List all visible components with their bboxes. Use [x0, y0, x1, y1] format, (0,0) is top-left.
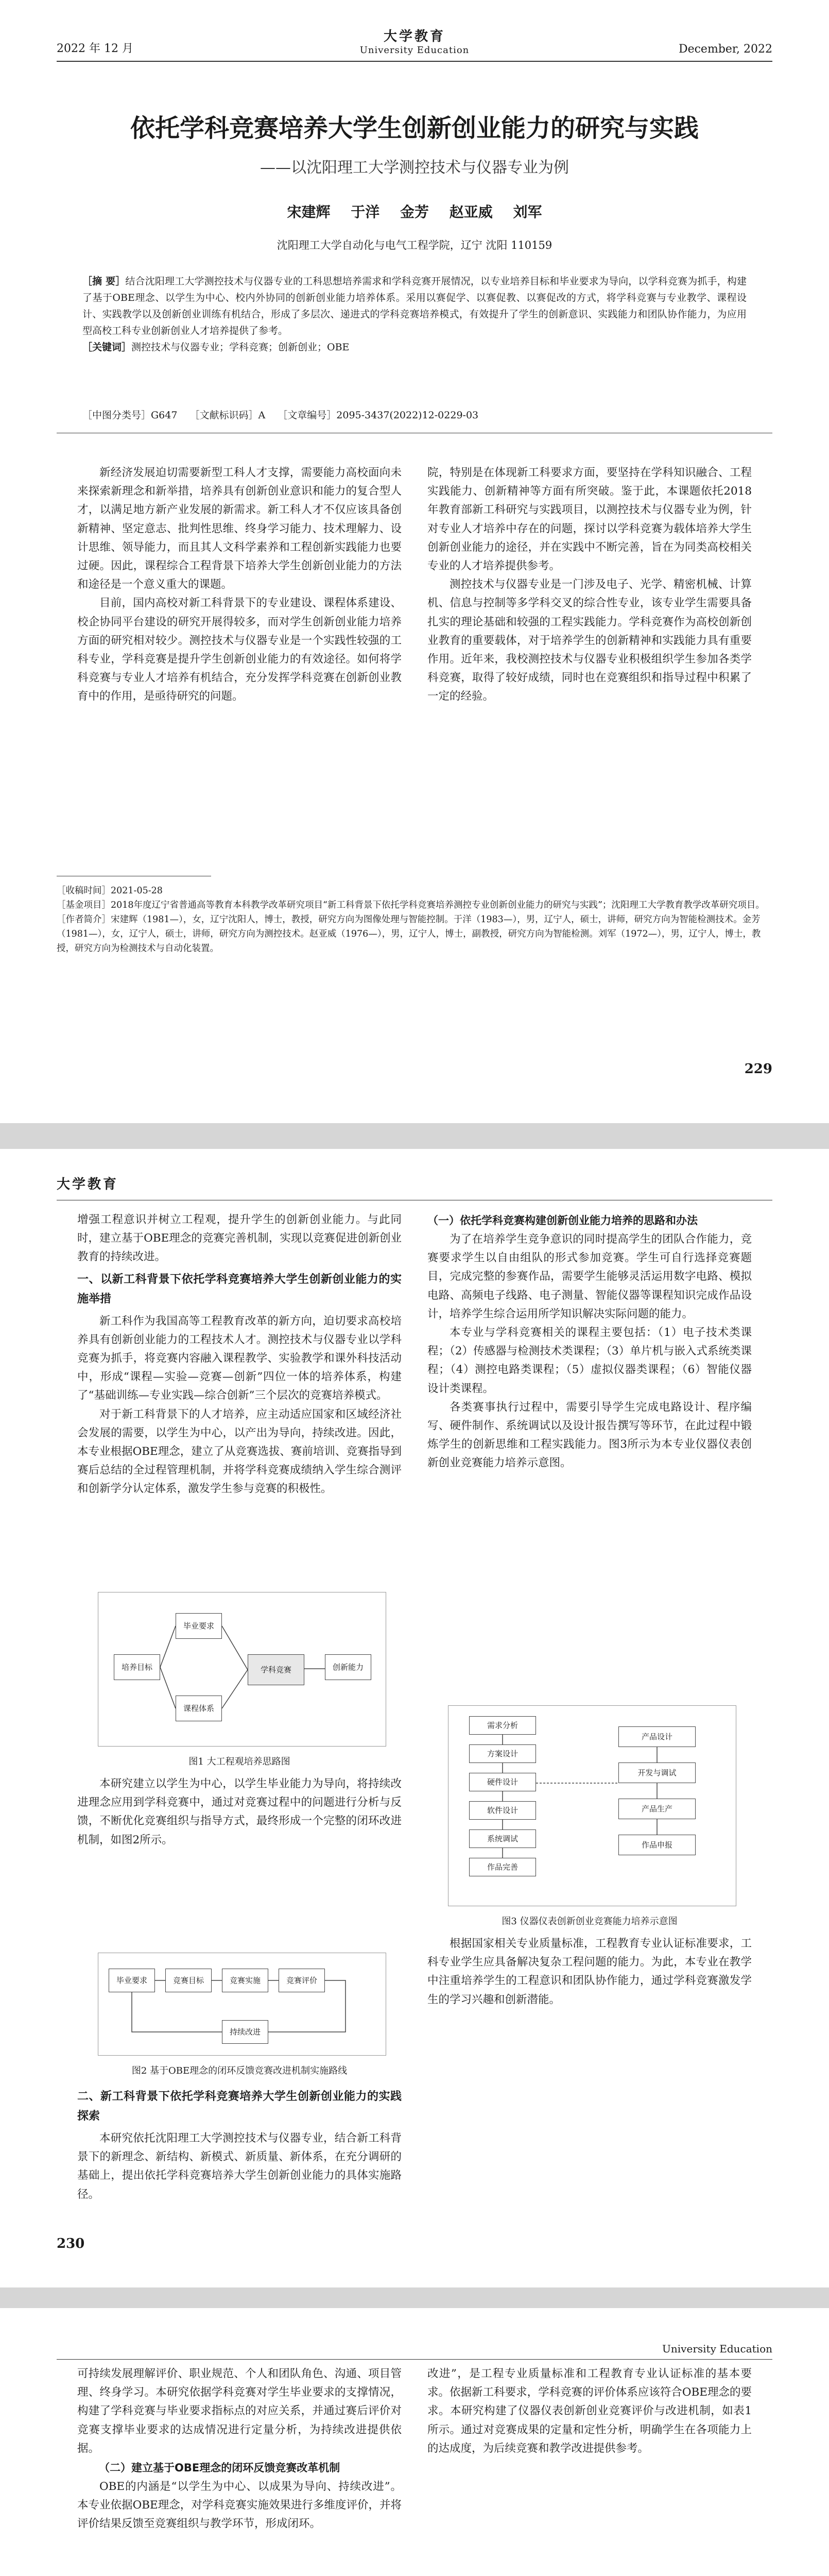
- paragraph: 根据国家相关专业质量标准，工程教育专业认证标准要求，工科专业学生应具备解决复杂工程问题的能力。为此，本专业在教学中注重培养学生的工程意识和团队协作能力，通过学科竞赛激发学生的学习兴趣和创新潜能。: [427, 1937, 752, 2006]
- page-number: 229: [744, 1061, 772, 1077]
- article-number: ［文章编号］2095-3437(2022)12-0229-03: [278, 410, 479, 421]
- section-heading: 二、新工科背景下依托学科竞赛培养大学生创新创业能力的实践探索: [77, 2090, 402, 2123]
- column-left: [77, 1211, 402, 1499]
- paragraph: 可持续发展理解评价、职业规范、个人和团队角色、沟通、项目管理、终身学习。本研究依据学科竞赛对学生毕业要求的支撑情况，构建了学科竞赛与毕业要求指标点的对应关系，并通过赛后评价对竞赛支撑毕业要求的达成情况进行定量分析，为持续改进提供依据。: [77, 2367, 402, 2455]
- fig3-node: 作品申报: [618, 1835, 696, 1855]
- fig1-node: 培养目标: [114, 1654, 160, 1680]
- fig2-node: 竞赛目标: [165, 1969, 212, 1992]
- paragraph: 目前，国内高校对新工科背景下的专业建设、课程体系建设、校企协同平台建设的研究开展得较多，而对学生创新创业能力培养方面的研究相对较少。测控技术与仪器专业是一个实践性较强的工科专业，学科竞赛是提升学生创新创业能力的有效途径。如何将学科竞赛与专业人才培养有机结合，充分发挥学科竞赛在创新创业教育中的作用，是亟待研究的问题。: [77, 597, 402, 703]
- fig2-node: 竞赛实施: [222, 1969, 268, 1992]
- figure-1: [98, 1592, 386, 1747]
- column-left: [77, 2365, 402, 2534]
- running-header: [57, 2329, 772, 2360]
- column-left-end: [77, 2084, 402, 2204]
- fig3-node: 需求分析: [469, 1716, 536, 1735]
- paragraph: 新工科作为我国高等工程教育改革的新方向，迫切要求高校培养具有创新创业能力的工程技术人才。测控技术与仪器专业以学科竞赛为抓手，将竞赛内容融入课程教学、实验教学和课外科技活动中，形成“课程—实验—竞赛—创新”四位一体的培养体系，构建了“基础训练—专业实践—综合创新”三个层次的竞赛培养模式。: [77, 1314, 402, 1402]
- running-header: [57, 1170, 772, 1200]
- section-heading: 一、以新工科背景下依托学科竞赛培养大学生创新创业能力的实施举措: [77, 1273, 402, 1306]
- paragraph: 本专业与学科竞赛相关的课程主要包括：（1）电子技术类课程；（2）传感器与检测技术类课程；（3）单片机与嵌入式系统类课程；（4）测控电路类课程；（5）虚拟仪器类课程；（6）智能仪器设计类课程。: [427, 1326, 752, 1395]
- journal-name-cn: 大学教育: [383, 29, 445, 44]
- author-list: 宋建辉 于洋 金芳 赵亚威 刘军: [287, 204, 542, 221]
- journal-name-cn: 大学教育: [57, 1177, 119, 1192]
- paragraph: 本研究依托沈阳理工大学测控技术与仪器专业，结合新工科背景下的新理念、新结构、新模式、新质量、新体系，在充分调研的基础上，提出依托学科竞赛培养大学生创新创业能力的具体实施路径。: [77, 2132, 402, 2201]
- page-number: 230: [57, 2236, 85, 2251]
- abstract-label: ［摘 要］: [82, 276, 126, 287]
- figure-2-caption: 图2 基于OBE理念的闭环反馈竞赛改进机制实施路线: [131, 2065, 348, 2076]
- paragraph: 改进”，是工程专业质量标准和工程教育专业认证标准的基本要求。依据新工科要求，学科竞赛的评价体系应该符合OBE理念的要求。本研究构建了仪器仪表创新创业竞赛评价与改进机制，如表1所示。通过对竞赛成果的定量和定性分析，明确学生在各项能力上的达成度，为后续竞赛和教学改进提供参考。: [427, 2367, 752, 2455]
- affiliation: 沈阳理工大学自动化与电气工程学院，辽宁 沈阳 110159: [277, 239, 552, 251]
- page-229: [0, 0, 829, 1123]
- subsection-heading: （二）建立基于OBE理念的闭环反馈竞赛改革机制: [99, 2462, 340, 2475]
- fig3-node: 作品完善: [469, 1858, 536, 1876]
- journal-logo: [360, 26, 470, 56]
- issue-date-cn: 2022 年 12 月: [57, 42, 133, 55]
- abstract: [82, 273, 747, 355]
- subsection-heading: （一）依托学科竞赛构建创新创业能力培养的思路和办法: [427, 1214, 698, 1227]
- fig2-node: 毕业要求: [109, 1969, 155, 1992]
- paragraph: 院，特别是在体现新工科要求方面，要坚持在学科知识融合、工程实践能力、创新精神等方面有所突破。鉴于此，本课题依托2018年教育部新工科研究与实践项目，以测控技术与仪器专业为例，针对专业人才培养中存在的问题，探讨以学科竞赛为载体培养大学生创新创业能力的途径，并在实践中不断完善，旨在为同类高校相关专业的人才培养提供参考。: [427, 466, 752, 573]
- page-231: [0, 2308, 829, 2576]
- running-header: [57, 21, 772, 62]
- fig3-node: 开发与调试: [618, 1762, 696, 1783]
- paragraph: OBE的内涵是“以学生为中心、以成果为导向、持续改进”。本专业依据OBE理念，对学科竞赛实施效果进行多维度评价，并将评价结果反馈至竞赛组织与教学环节，形成闭环。: [77, 2480, 402, 2531]
- fig3-node: 产品设计: [618, 1726, 696, 1747]
- journal-name-en: University Education: [662, 2343, 772, 2355]
- journal-name-en: University Education: [359, 45, 470, 56]
- paragraph: 本研究建立以学生为中心，以学生毕业能力为导向，将持续改进理念应用到学科竞赛中，通过对竞赛过程中的问题进行分析与反馈，不断优化竞赛组织与指导方式，最终形成一个完整的闭环改进机制，如图2所示。: [77, 1777, 402, 1846]
- column-right: [427, 2365, 752, 2458]
- paragraph: 为了在培养学生竞争意识的同时提高学生的团队合作能力，竞赛要求学生以自由组队的形式参加竞赛。学生可自行选择竞赛题目，完成完整的参赛作品，需要学生能够灵活运用数字电路、模拟电路、高频电子线路、电子测量、智能仪器等课程知识完成作品设计，培养学生综合运用所学知识解决实际问题的能力。: [427, 1233, 752, 1320]
- fig3-node: 产品生产: [618, 1799, 696, 1819]
- column-left-cont: [77, 1775, 402, 1850]
- fig2-node: 竞赛评价: [279, 1969, 325, 1992]
- figure-2: [98, 1953, 386, 2056]
- column-right: [427, 464, 752, 706]
- fig3-node: 软件设计: [469, 1801, 536, 1820]
- footnotes: [57, 884, 772, 956]
- funding: ［基金项目］2018年度辽宁省普通高等教育本科教学改革研究项目“新工科背景下依托学科竞赛培养测控专业创新创业能力的研究与实践”；沈阳理工大学教育教学改革研究项目。: [57, 900, 765, 910]
- page-230: [0, 1149, 829, 2287]
- column-right-end: [427, 1935, 752, 2009]
- paragraph: 各类赛事执行过程中，需要引导学生完成电路设计、程序编写、硬件制作、系统调试以及设计报告撰写等环节，在此过程中锻炼学生的创新思维和工程实践能力。图3所示为本专业仪器仪表创新创业竞赛能力培养示意图。: [427, 1400, 752, 1470]
- fig3-node: 系统调试: [469, 1829, 536, 1848]
- article-subtitle: ——以沈阳理工大学测控技术与仪器专业为例: [260, 159, 569, 177]
- column-left: [77, 464, 402, 706]
- journal-logo: [57, 1174, 118, 1193]
- figure-1-caption: 图1 大工程观培养思路图: [188, 1756, 290, 1767]
- article-meta: [82, 407, 747, 423]
- article-title: 依托学科竞赛培养大学生创新创业能力的研究与实践: [130, 114, 699, 143]
- fig1-node: 学科竞赛: [248, 1654, 304, 1685]
- fig1-node: 创新能力: [325, 1654, 371, 1680]
- received-date: ［收稿时间］2021-05-28: [57, 886, 163, 896]
- keywords: 测控技术与仪器专业；学科竞赛；创新创业；OBE: [131, 342, 350, 353]
- author-bio: ［作者简介］宋建辉（1981—），女，辽宁沈阳人，博士，教授，研究方向为图像处理与智能控制。于洋（1983—），男，辽宁人，硕士，讲师，研究方向为智能检测技术。金芳（1981—），女，辽宁人，硕士，讲师，研究方向为测控技术。赵亚威（1976—），男，辽宁人，博士，副教授，研究方向为智能检测。刘军（1972—），男，辽宁人，博士，教授，研究方向为检测技术与自动化装置。: [57, 914, 761, 954]
- fig1-node: 课程体系: [176, 1696, 222, 1721]
- paragraph: 新经济发展迫切需要新型工科人才支撑，需要能力高校面向未来探索新理念和新举措，培养具有创新创业意识和能力的复合型人才，以满足地方新产业发展的新需求。新工科人才不仅应该具备创新精神、坚定意志、批判性思维、终身学习能力、技术理解力、设计思维、领导能力，而且其人文科学素养和工程创新实践能力也要过硬。因此，课程综合工程背景下培养大学生创新创业能力的方法和途径是一个意义重大的课题。: [77, 466, 402, 591]
- keywords-label: ［关键词］: [82, 342, 132, 353]
- figure-3-caption: 图3 仪器仪表创新创业竞赛能力培养示意图: [502, 1916, 678, 1927]
- fig2-node: 持续改进: [222, 2020, 268, 2044]
- paragraph: 对于新工科背景下的人才培养，应主动适应国家和区域经济社会发展的需要，以学生为中心，以产出为导向，持续改进。因此，本专业根据OBE理念，建立了从竞赛选拔、赛前培训、竞赛指导到赛后总结的全过程管理机制，并将学科竞赛成绩纳入学生综合测评和创新学分认定体系，激发学生参与竞赛的积极性。: [77, 1408, 402, 1496]
- issue-date-en: December, 2022: [678, 43, 772, 56]
- clc-code: ［中图分类号］G647: [82, 410, 178, 421]
- paragraph: 测控技术与仪器专业是一门涉及电子、光学、精密机械、计算机、信息与控制等多学科交叉的综合性专业，该专业学生需要具备扎实的理论基础和较强的工程实践能力。学科竞赛作为高校创新创业教育的重要载体，对于培养学生的创新精神和实践能力具有重要作用。近年来，我校测控技术与仪器专业积极组织学生参加各类学科竞赛，取得了较好成绩，同时也在竞赛组织和指导过程中积累了一定的经验。: [427, 578, 752, 703]
- column-right: [427, 1211, 752, 1473]
- fig1-node: 毕业要求: [176, 1613, 222, 1639]
- abstract-text: 结合沈阳理工大学测控技术与仪器专业的工科思想培养需求和学科竞赛开展情况，以专业培养目标和毕业要求为导向，以学科竞赛为抓手，构建了基于OBE理念、以学生为中心、校内外协同的创新创业能力培养体系。采用以赛促学、以赛促教、以赛促改的方式，将学科竞赛与专业教学、课程设计、实践教学以及创新创业训练有机结合，形成了多层次、递进式的学科竞赛培养模式，有效提升了学生的创新意识、实践能力和团队协作能力，为应用型高校工科专业创新创业人才培养提供了参考。: [82, 276, 747, 336]
- figure-3: [448, 1705, 736, 1906]
- fig3-node: 硬件设计: [469, 1773, 536, 1791]
- fig3-node: 方案设计: [469, 1744, 536, 1763]
- paragraph: 增强工程意识并树立工程观，提升学生的创新创业能力。与此同时，建立基于OBE理念的竞赛完善机制，实现以竞赛促进创新创业教育的持续改进。: [77, 1213, 402, 1264]
- doc-code: ［文献标识码］A: [189, 410, 266, 421]
